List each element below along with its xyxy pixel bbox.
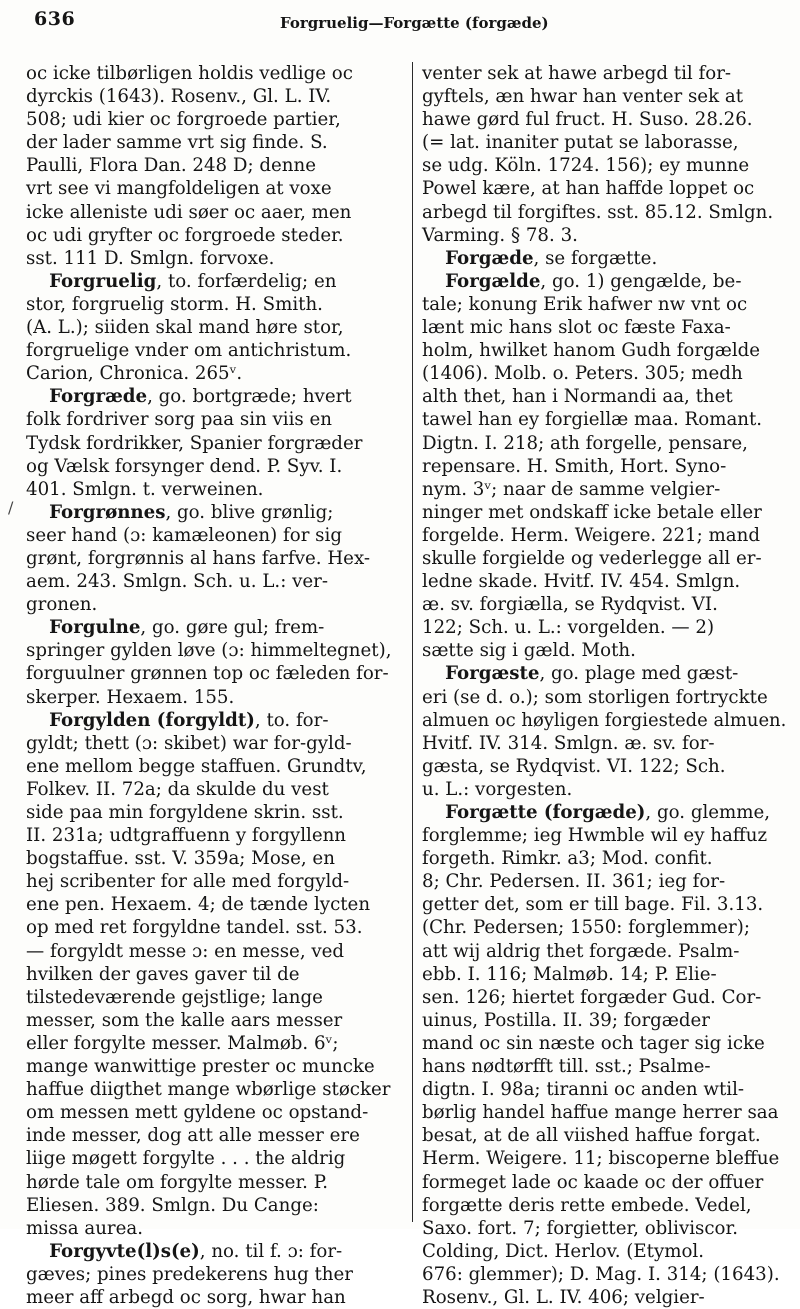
text-line: u. L.: vorgesten. <box>422 778 573 800</box>
text-line: (1406). Molb. o. Peters. 305; medh <box>422 363 743 385</box>
text-line: venter sek at hawe arbegd til for- <box>422 63 732 84</box>
text-line: besat, at de all viished haffue forgat. <box>422 1125 761 1147</box>
text-line: Digtn. I. 218; ath forgelle, pensare, <box>422 432 748 454</box>
text-line: side paa min forgyldene skrin. sst. <box>26 802 344 823</box>
text-line: tawel han ey forgiellæ maa. Romant. <box>422 409 763 431</box>
text-line: Forgyvte(l)s(e), no. til f. ɔ: for- <box>49 1240 343 1262</box>
text-line: meer aff arbegd oc sorg, hwar han <box>26 1286 346 1308</box>
headword: Forgruelig <box>49 270 157 292</box>
text-line: eller forgylte messer. Malmøb. 6ᵛ; <box>26 1032 339 1054</box>
text-line: Forgætte (forgæde), go. glemme, <box>445 802 771 823</box>
text-line: Saxo. fort. 7; forgietter, obliviscor. <box>422 1217 738 1239</box>
text-line: stor, forgruelig storm. H. Smith. <box>26 293 323 315</box>
text-line: Forgræde, go. bortgræde; hvert <box>49 386 352 408</box>
text-line: hej scribenter for alle med forgyld- <box>26 871 350 893</box>
column-divider <box>412 62 413 1222</box>
text-line: missa aurea. <box>26 1217 143 1239</box>
text-line: inde messer, dog att alle messer ere <box>26 1125 360 1147</box>
text-line: børlig handel haffue mange herrer saa <box>422 1102 779 1124</box>
headword: Forgætte (forgæde) <box>445 802 646 823</box>
text-line: ledne skade. Hvitf. IV. 454. Smlgn. <box>422 571 741 593</box>
text-line: gæsta, se Rydqvist. VI. 122; Sch. <box>422 755 726 777</box>
text-line: gæves; pines predekerens hug ther <box>26 1263 353 1285</box>
text-line: formeget lade oc kaade oc der offuer <box>422 1171 764 1193</box>
text-line: tilstedeværende gejstlige; lange <box>26 986 323 1008</box>
text-line: om messen mett gyldene oc opstand- <box>26 1102 369 1124</box>
text-line: holm, hwilket hanom Gudh forgælde <box>422 340 761 362</box>
text-line: sst. 111 D. Smlgn. forvoxe. <box>26 247 275 269</box>
text-line: Herm. Weigere. 11; biscoperne bleffue <box>422 1148 780 1170</box>
text-line: forgætte deris rette embede. Vedel, <box>422 1194 752 1216</box>
text-line: forglemme; ieg Hwmble wil ey haffuz <box>422 825 768 847</box>
text-line: 122; Sch. u. L.: vorgelden. — 2) <box>422 617 715 639</box>
text-line: Forgylden (forgyldt), to. for- <box>49 709 329 731</box>
text-line: eri (se d. o.); som storligen fortryckte <box>422 686 768 708</box>
text-line: Paulli, Flora Dan. 248 D; denne <box>26 155 316 177</box>
text-line: op med ret forgyldne tandel. sst. 53. <box>26 917 363 939</box>
text-line: 508; udi kier oc forgroede partier, <box>26 109 341 131</box>
margin-mark: / <box>8 498 14 517</box>
text-line: almuen oc høyligen forgiestede almuen. <box>422 709 787 731</box>
headword: Forgæde <box>445 247 534 269</box>
left-column <box>26 62 404 1309</box>
text-line: forgruelige vnder om antichristum. <box>26 340 352 362</box>
page-header <box>0 0 800 44</box>
text-line: Carion, Chronica. 265ᵛ. <box>26 363 243 385</box>
text-line: alth thet, han i Normandi aa, thet <box>422 386 733 408</box>
text-line: seer hand (ɔ: kamæleonen) for sig <box>26 524 342 546</box>
text-line: Folkev. II. 72a; da skulde du vest <box>26 778 329 800</box>
text-line: gyftels, æn hwar han venter sek at <box>422 86 744 108</box>
headword: Forgræde <box>49 386 148 408</box>
text-line: haffue diigthet mange wbørlige støcker <box>26 1079 391 1101</box>
text-line: sen. 126; hiertet forgæder Gud. Cor- <box>422 986 762 1008</box>
text-line: lænt mic hans slot oc fæste Faxa- <box>422 317 731 339</box>
text-line: forguulner grønnen top oc fæleden for- <box>26 663 389 685</box>
text-line: bogstaffue. sst. V. 359a; Mose, en <box>26 848 335 870</box>
text-line: digtn. I. 98a; tiranni oc anden wtil- <box>422 1079 745 1101</box>
headword: Forgyvte(l)s(e) <box>49 1240 200 1262</box>
text-line: getter det, som er till bage. Fil. 3.13. <box>422 894 764 916</box>
text-line: (= lat. inaniter putat se laborasse, <box>422 132 739 154</box>
headword: Forgælde <box>445 270 541 292</box>
text-line: Forgruelig, to. forfærdelig; en <box>49 270 337 292</box>
text-line: 8; Chr. Pedersen. II. 361; ieg for- <box>422 871 726 893</box>
text-line: (A. L.); siiden skal mand høre stor, <box>26 317 344 339</box>
text-line: forgeth. Rimkr. a3; Mod. confit. <box>422 848 713 870</box>
text-line: se udg. Köln. 1724. 156); ey munne <box>422 155 750 177</box>
text-line: Colding, Dict. Herlov. (Etymol. <box>422 1240 705 1262</box>
text-line: Forgrønnes, go. blive grønlig; <box>49 501 334 523</box>
text-line: nym. 3ᵛ; naar de samme velgier- <box>422 478 721 500</box>
right-column <box>422 62 786 1309</box>
text-line: oc icke tilbørligen holdis vedlige oc <box>26 63 353 84</box>
text-line: Varming. § 78. 3. <box>422 224 578 246</box>
text-line: Rosenv., Gl. L. IV. 406; velgier- <box>422 1286 705 1308</box>
text-line: folk fordriver sorg paa sin viis en <box>26 409 332 431</box>
page-number: 636 <box>34 8 76 30</box>
text-line: ene mellom begge staffuen. Grundtv, <box>26 755 367 777</box>
text-line: ene pen. Hexaem. 4; de tænde lycten <box>26 894 371 916</box>
text-line: oc udi gryfter oc forgroede steder. <box>26 224 344 246</box>
text-line: tale; konung Erik hafwer nw vnt oc <box>422 293 748 315</box>
text-line: Eliesen. 389. Smlgn. Du Cange: <box>26 1194 319 1216</box>
text-line: — forgyldt messe ɔ: en messe, ved <box>26 940 345 962</box>
text-line: mange wanwittige prester oc muncke <box>26 1056 375 1078</box>
text-line: æ. sv. forgiælla, se Rydqvist. VI. <box>422 594 718 616</box>
text-line: vrt see vi mangfoldeligen at voxe <box>26 178 332 200</box>
text-line: icke alleniste udi søer oc aaer, men <box>26 201 352 223</box>
text-line: hawe gørd ful fruct. H. Suso. 28.26. <box>422 109 753 131</box>
text-line: hans nødtørfft till. sst.; Psalme- <box>422 1056 711 1078</box>
text-line: forgelde. Herm. Weigere. 221; mand <box>422 524 760 546</box>
text-line: der lader samme vrt sig finde. S. <box>26 132 328 154</box>
text-line: ninger met ondskaff icke betale eller <box>422 501 762 523</box>
running-head: Forgruelig—Forgætte (forgæde) <box>280 14 549 32</box>
text-line: Hvitf. IV. 314. Smlgn. æ. sv. for- <box>422 732 715 754</box>
headword: Forgulne <box>49 617 141 639</box>
headword: Forgæste <box>445 663 540 685</box>
text-line: 676: glemmer); D. Mag. I. 314; (1643). <box>422 1263 780 1285</box>
text-line: 401. Smlgn. t. verweinen. <box>26 478 264 500</box>
text-line: skerper. Hexaem. 155. <box>26 686 235 708</box>
text-line: messer, som the kalle aars messer <box>26 1009 343 1031</box>
text-line: Powel kære, at han haffde loppet oc <box>422 178 755 200</box>
text-line: (Chr. Pedersen; 1550: forglemmer); <box>422 917 750 939</box>
text-line: Tydsk fordrikker, Spanier forgræder <box>26 432 363 454</box>
text-line: springer gylden løve (ɔ: himmeltegnet), <box>26 640 392 662</box>
text-line: hørde tale om forgylte messer. P. <box>26 1171 329 1193</box>
headword: Forgylden (forgyldt) <box>49 709 255 731</box>
text-line: uinus, Postilla. II. 39; forgæder <box>422 1009 710 1031</box>
text-line: Forgulne, go. gøre gul; frem- <box>49 617 325 639</box>
text-line: grønt, forgrønnis al hans farfve. Hex- <box>26 547 371 569</box>
text-line: gronen. <box>26 594 98 616</box>
text-line: II. 231a; udtgraffuenn y forgyllenn <box>26 825 347 847</box>
text-line: dyrckis (1643). Rosenv., Gl. L. IV. <box>26 86 332 108</box>
text-line: gyldt; thett (ɔ: skibet) war for-gyld- <box>26 732 352 754</box>
text-line: ebb. I. 116; Malmøb. 14; P. Elie- <box>422 963 717 985</box>
text-line: Forgæde, se forgætte. <box>445 247 658 269</box>
text-line: liige møgett forgylte . . . the aldrig <box>26 1148 346 1170</box>
text-line: Forgæste, go. plage med gæst- <box>445 663 739 685</box>
text-line: repensare. H. Smith, Hort. Syno- <box>422 455 727 477</box>
text-line: skulle forgielde og vederlegge all er- <box>422 547 762 569</box>
text-line: aem. 243. Smlgn. Sch. u. L.: ver- <box>26 571 328 593</box>
text-line: mand oc sin næste och tager sig icke <box>422 1032 765 1054</box>
text-line: sætte sig i gæld. Moth. <box>422 640 636 662</box>
text-line: hvilken der gaves gaver til de <box>26 963 300 985</box>
headword: Forgrønnes <box>49 501 166 523</box>
text-line: arbegd til forgiftes. sst. 85.12. Smlgn. <box>422 201 774 223</box>
text-line: Forgælde, go. 1) gengælde, be- <box>445 270 742 292</box>
text-line: og Vælsk forsynger dend. P. Syv. I. <box>26 455 343 477</box>
text-line: att wij aldrig thet forgæde. Psalm- <box>422 940 740 962</box>
